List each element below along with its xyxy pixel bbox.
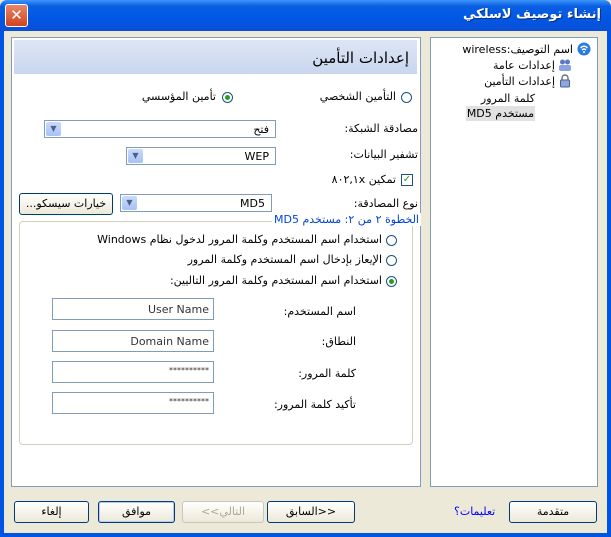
close-button[interactable]: ✕ [5, 4, 28, 27]
window-frame-right [607, 31, 611, 537]
users-icon [558, 58, 572, 72]
domain-input[interactable] [52, 330, 214, 352]
settings-header [14, 40, 417, 74]
advanced-button[interactable]: متقدمة [509, 501, 597, 523]
data-encryption-dropdown[interactable] [126, 147, 276, 165]
back-button[interactable]: <<السابق [267, 501, 355, 523]
prompt-credentials-radio[interactable] [386, 255, 397, 266]
window-title: إنشاء توصيف لاسلكي [462, 7, 601, 22]
username-input[interactable] [52, 298, 214, 320]
enterprise-security-label: تأمين المؤسسي [141, 90, 216, 103]
confirm-password-input[interactable] [52, 392, 214, 414]
enterprise-security-radio[interactable] [222, 92, 233, 103]
network-auth-value: فتح [253, 123, 269, 136]
help-link[interactable] [454, 505, 495, 518]
window-frame-left [0, 31, 4, 537]
nav-item-security-settings[interactable]: إعدادات التأمين [484, 75, 555, 88]
password-input[interactable] [52, 361, 214, 383]
window-frame-bottom [0, 533, 611, 537]
domain-value: Domain Name [130, 335, 209, 348]
username-label: اسم المستخدم: [283, 305, 356, 318]
enable-8021x-checkbox[interactable]: ✓ [402, 174, 412, 185]
data-encryption-label: تشفير البيانات: [349, 148, 418, 161]
password-label: كلمة المرور: [298, 367, 356, 380]
nav-item-password[interactable]: كلمة المرور [480, 92, 535, 105]
network-auth-label: مصادقة الشبكة: [344, 122, 418, 135]
auth-type-value: MD5 [240, 197, 265, 210]
network-auth-dropdown[interactable] [44, 120, 276, 138]
page-title: إعدادات التأمين [312, 49, 409, 67]
confirm-password-value: ********** [169, 397, 209, 406]
use-following-credentials-label: استخدام اسم المستخدم وكلمة المرور التاليين: [169, 274, 382, 287]
data-encryption-value: WEP [244, 150, 269, 163]
cancel-button[interactable]: إلغاء [14, 501, 89, 523]
nav-item-profile-name[interactable]: اسم التوصيف:wireless [462, 43, 573, 56]
help-link-text[interactable]: تعليمات؟ [454, 505, 496, 518]
group-title: الخطوة ٢ من ٢: مستخدم MD5 [274, 213, 419, 226]
lock-icon [558, 74, 572, 88]
auth-type-dropdown[interactable] [120, 194, 272, 212]
cisco-options-button[interactable]: خيارات سيسكو... [19, 193, 113, 215]
use-windows-login-label: استخدام اسم المستخدم وكلمة المرور لدخول نظام Windows [97, 233, 382, 246]
personal-security-radio[interactable] [401, 92, 412, 103]
next-button[interactable]: التالي>> [182, 501, 264, 523]
enable-8021x-label: تمكين ٨٠٢,١x [331, 173, 396, 186]
chevron-down-icon: ▼ [46, 122, 61, 136]
use-windows-login-radio[interactable] [386, 235, 397, 246]
nav-item-md5-user[interactable]: مستخدم MD5 [466, 107, 534, 120]
wireless-icon [577, 42, 591, 56]
chevron-down-icon: ▼ [128, 149, 143, 163]
auth-type-label: نوع المصادقة: [353, 197, 418, 210]
personal-security-label: التأمين الشخصي [319, 90, 396, 103]
prompt-credentials-label: الإيعاز بإدخال اسم المستخدم وكلمة المرور [187, 253, 382, 266]
domain-label: النطاق: [321, 335, 356, 348]
password-value: ********** [169, 366, 209, 375]
chevron-down-icon: ▼ [122, 196, 137, 210]
confirm-password-label: تأكيد كلمة المرور: [273, 398, 356, 411]
use-following-credentials-radio[interactable] [386, 276, 397, 287]
nav-item-general-settings[interactable]: إعدادات عامة [493, 59, 555, 72]
ok-button[interactable]: موافق [98, 501, 175, 523]
username-value: User Name [147, 303, 209, 316]
